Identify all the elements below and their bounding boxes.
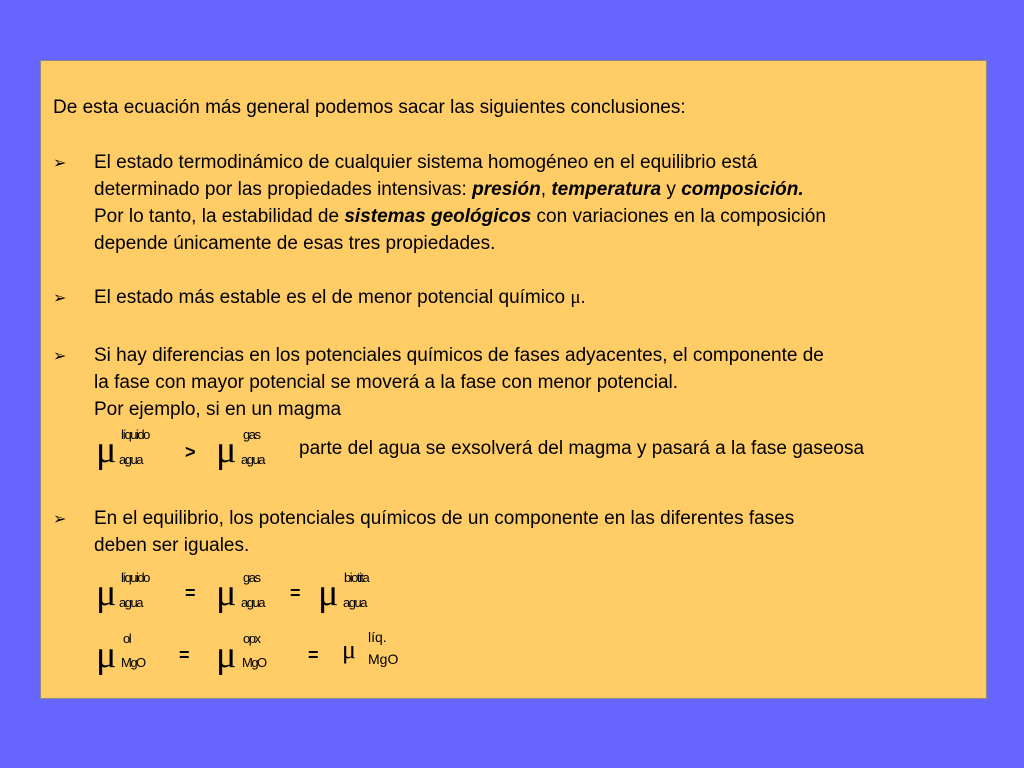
emphasis-sistemas: sistemas geológicos [344, 206, 532, 227]
subscript: agua [241, 452, 264, 467]
superscript: líquido [121, 427, 149, 442]
bullet-2-text: El estado más estable es el de menor potencial químico μ. [94, 287, 586, 308]
superscript: opx [243, 631, 260, 646]
emphasis-temperatura: temperatura [551, 179, 662, 200]
mu-symbol: μ [96, 634, 117, 676]
superscript: líquido [121, 570, 149, 585]
operator-equals: = [179, 645, 190, 665]
mu-symbol: μ [216, 429, 237, 471]
operator-greater: > [185, 442, 196, 462]
bullet-1-line-2: determinado por las propiedades intensivas: presión, temperatura y composición. [94, 179, 804, 200]
mu-symbol: μ [570, 287, 581, 308]
mu-symbol: μ [216, 634, 237, 676]
slide-panel [40, 60, 987, 699]
superscript: gas [243, 570, 260, 585]
subscript: MgO [242, 655, 266, 670]
subscript: agua [119, 595, 142, 610]
subscript: agua [343, 595, 366, 610]
mu-symbol: μ [216, 572, 237, 614]
subscript: MgO [368, 651, 399, 667]
bullet-arrow-icon: ➢ [53, 155, 67, 172]
bullet-4-line-2: deben ser iguales. [94, 535, 250, 556]
bullet-arrow-icon: ➢ [53, 348, 67, 365]
emphasis-composicion: composición. [681, 179, 804, 200]
mu-symbol: μ [342, 635, 356, 664]
mu-symbol: μ [96, 429, 117, 471]
subscript: agua [119, 452, 142, 467]
bullet-4-line-1: En el equilibrio, los potenciales químicos de un componente en las diferentes fases [94, 508, 795, 529]
bullet-1-line-4: depende únicamente de esas tres propiedades. [94, 233, 496, 254]
bullet-1-line-3: Por lo tanto, la estabilidad de sistemas geológicos con variaciones en la composición [94, 206, 826, 227]
equation-tail-text: parte del agua se exsolverá del magma y pasará a la fase gaseosa [299, 438, 865, 459]
bullet-1-line-1: El estado termodinámico de cualquier sistema homogéneo en el equilibrio está [94, 152, 758, 173]
bullet-3-line-2: la fase con mayor potencial se moverá a la fase con menor potencial. [94, 372, 679, 393]
operator-equals: = [308, 645, 319, 665]
superscript: gas [243, 427, 260, 442]
superscript: líq. [368, 629, 387, 645]
bullet-arrow-icon: ➢ [53, 511, 67, 528]
intro-text: De esta ecuación más general podemos sacar las siguientes conclusiones: [53, 97, 686, 118]
subscript: MgO [121, 655, 145, 670]
bullet-arrow-icon: ➢ [53, 290, 67, 307]
operator-equals: = [290, 583, 301, 603]
mu-symbol: μ [318, 572, 339, 614]
bullet-3-line-1: Si hay diferencias en los potenciales químicos de fases adyacentes, el componente de [94, 345, 824, 366]
superscript: biotita [344, 570, 369, 585]
subscript: agua [241, 595, 264, 610]
emphasis-presion: presión [472, 179, 541, 200]
operator-equals: = [185, 583, 196, 603]
mu-symbol: μ [96, 572, 117, 614]
superscript: ol [123, 631, 131, 646]
bullet-3-line-3: Por ejemplo, si en un magma [94, 399, 342, 420]
